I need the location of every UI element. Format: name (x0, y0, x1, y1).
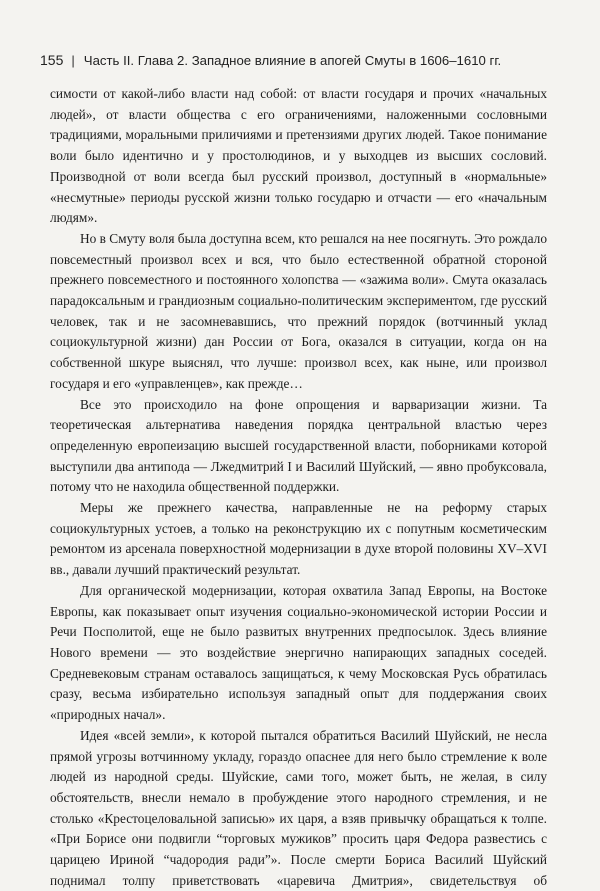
paragraph-2: Но в Смуту воля была доступна всем, кто решался на нее посягнуть. Это рождало повсеместный произвол всех и вся, что было естественной обратной стороной прежнего повсеместного и постоянного холопства — «зажима воли». Смута оказалась парадоксальным и грандиозным социально-политическим экспериментом, где русский человек, так и не засомневавшись, что прежний порядок (вотчинный уклад социокультурной жизни) дан России от Бога, оказался в ситуации, когда он на собственной шкуре выяснял, что лучше: произвол всех, как ныне, или произвол государя и его «управленцев», как прежде… (50, 230, 547, 391)
paragraph-3: Все это происходило на фоне опрощения и варваризации жизни. Та теоретическая альтернатива наведения порядка центральной властью через определенную европеизацию высшей государственной власти, поборниками которой выступили два антипода — Лжедмитрий I и Василий Шуйский, — явно пробуксовала, потому что не находила общественной поддержки. (50, 396, 547, 495)
running-title: Часть II. Глава 2. Западное влияние в апогей Смуты в 1606–1610 гг. (83, 53, 502, 68)
body-text (50, 84, 547, 891)
running-header (40, 52, 560, 68)
paragraph-6: Идея «всей земли», к которой пытался обратиться Василий Шуйский, не несла прямой угрозы вотчинному укладу, гораздо опаснее для него было стремление к воле людей из народной среды. Шуйские, сами того, может быть, не желая, в силу обстоятельств, внесли немало в пробуждение этого народного стремления, и не столько «Крестоцеловальной записью» их царя, а взяв привычку обращаться к толпе. «При Борисе они подвигли “торговых мужиков” просить царя Федора развестись с царицею Ириной “чадородия ради”». После смерти Бориса Василий Шуйский поднимал толпу приветствовать «царевича Дмитрия», свидетельствуя об (50, 727, 547, 888)
paragraph-4: Меры же прежнего качества, направленные не на реформу старых социокультурных устоев, а только на реконструкцию их с попутным косметическим ремонтом из арсенала поверхностной модернизации в духе второй половины XV–XVI вв., давали лучший практический результат. (50, 500, 547, 578)
paragraph-5: Для органической модернизации, которая охватила Запад Европы, на Востоке Европы, как показывает опыт изучения социально-экономической истории России и Речи Посполитой, еще не было развитых внутренних предпосылок. Здесь влияние Нового времени — это воздействие энергично напирающих западных соседей. Средневековым странам оставалось защищаться, к чему Московская Русь обратилась сразу, весьма избирательно используя западный опыт для поддержания своих «природных начал». (50, 582, 547, 723)
page-number: 155 (40, 52, 64, 68)
header-separator: | (71, 53, 75, 68)
paragraph-1: симости от какой-либо власти над собой: от власти государя и прочих «начальных людей», от власти общества с его ограничениями, наложенными сословными традициями, моральными приличиями и претензиями других людей. Такое понимание воли было идентично и у простолюдинов, и у выходцев из высших сословий. Производной от воли всегда был русский произвол, доступный в «нормальные» «несмутные» периоды русской жизни только государю и отчасти — его «начальным людям». (50, 86, 547, 226)
